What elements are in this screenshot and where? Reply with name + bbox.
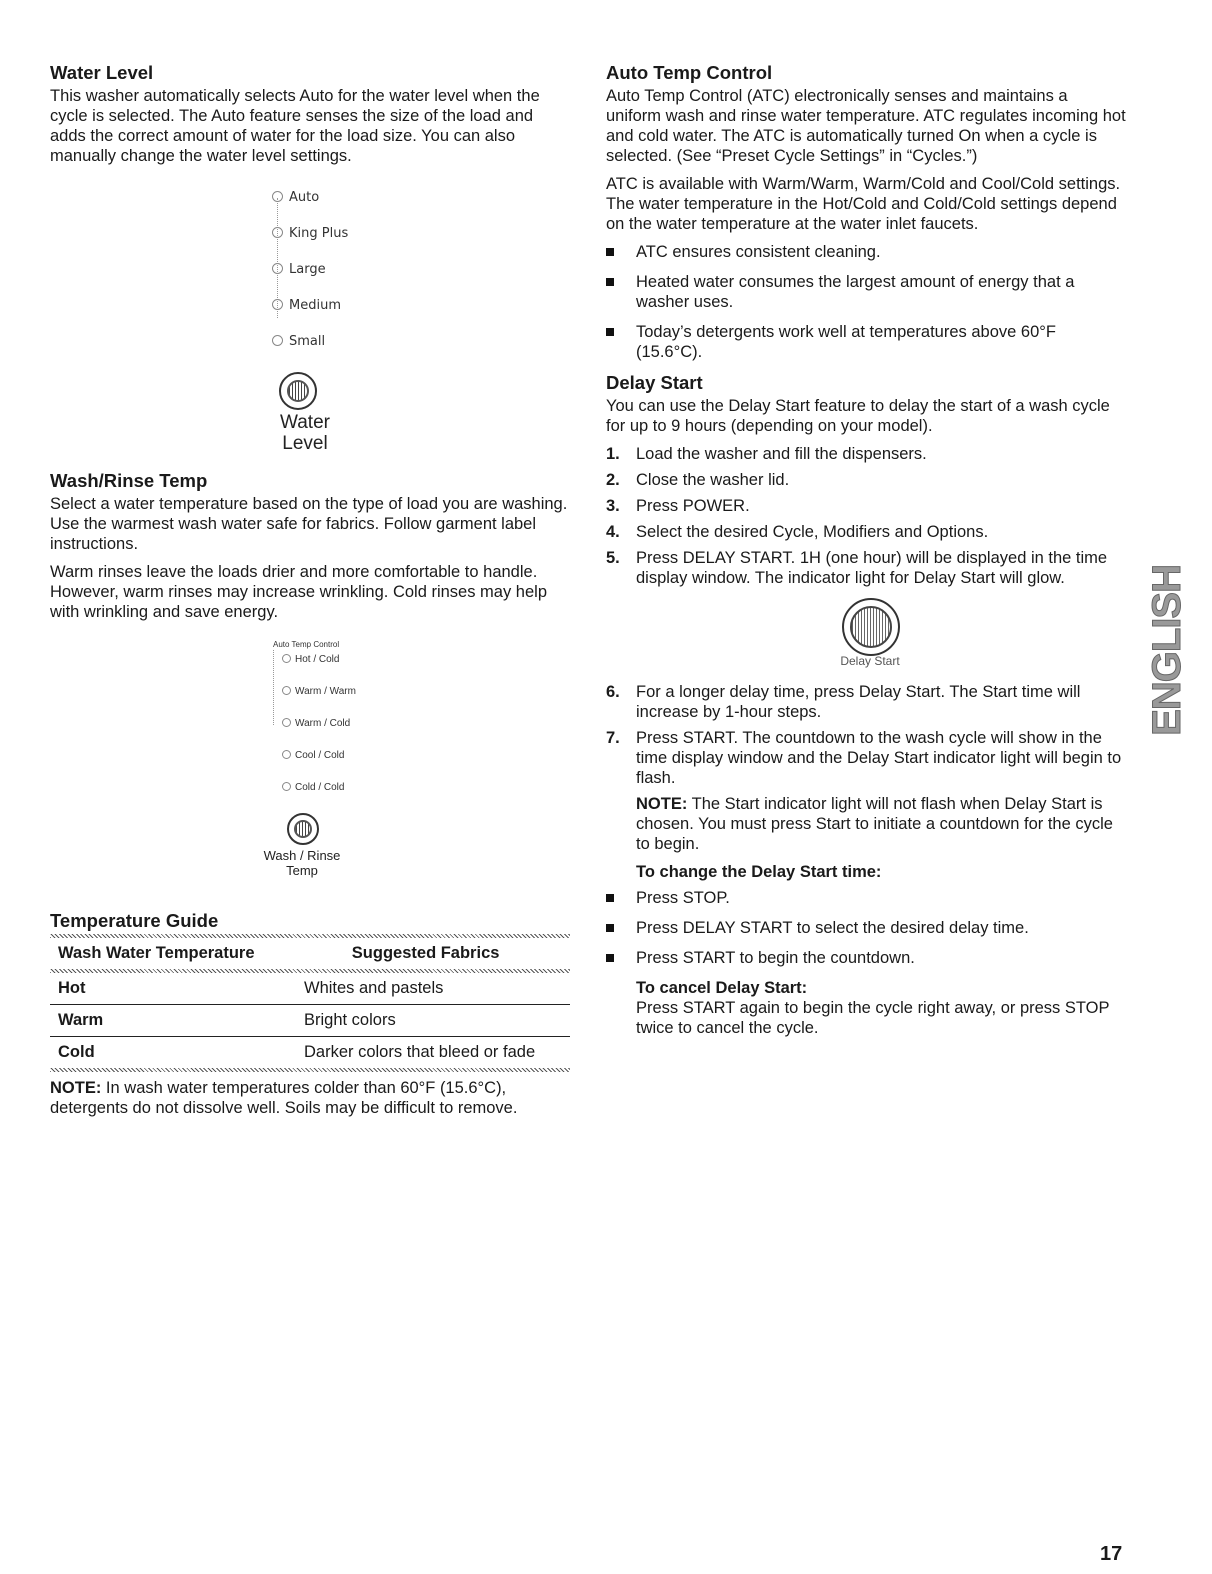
change-delay-bullets [606, 888, 1126, 968]
wash-rinse-heading: Wash/Rinse Temp [50, 470, 208, 491]
radio-icon [272, 191, 283, 202]
table-rule [50, 1068, 570, 1072]
list-item: Heated water consumes the largest amount of energy that a washer uses. [606, 272, 1126, 312]
table-row: Hot Whites and pastels [50, 973, 570, 1005]
temp-option: Warm / Cold [282, 718, 350, 729]
language-side-tab: ENGLISH [1145, 565, 1189, 736]
selector-line [273, 650, 274, 725]
water-level-body: This washer automatically selects Auto for the water level when the cycle is selected. The Auto feature senses the size of the load and adds the correct amount of water for the load size. You can also manually change the water level settings. [50, 87, 540, 165]
temp-knob-icon [287, 813, 319, 845]
page-number: 17 [1100, 1543, 1123, 1565]
radio-icon [282, 686, 291, 695]
auto-temp-heading: Auto Temp Control [606, 62, 773, 83]
step-item: 6. For a longer delay time, press Delay Start. The Start time will increase by 1-hour steps. [606, 683, 1081, 721]
list-item: Press START to begin the countdown. [606, 948, 1126, 968]
list-item: Press STOP. [606, 888, 1126, 908]
temp-selector [50, 630, 570, 910]
step-item: 1. Load the washer and fill the dispensers. [606, 445, 927, 463]
water-level-knob-icon [279, 372, 317, 410]
water-level-option: Large [272, 262, 326, 277]
delay-start-icon-label: Delay Start [840, 654, 900, 668]
wash-rinse-para1: Select a water temperature based on the type of load you are washing. Use the warmest wash water safe for fabrics. Follow garment label instructions. [50, 495, 568, 553]
left-column [50, 62, 570, 1126]
cancel-delay-heading: To cancel Delay Start: [636, 979, 808, 997]
change-delay-heading: To change the Delay Start time: [636, 863, 882, 881]
temp-selector-title: Auto Temp Control [273, 640, 340, 649]
table-row: Warm Bright colors [50, 1005, 570, 1037]
temp-option: Cold / Cold [282, 782, 344, 793]
temperature-guide-heading: Temperature Guide [50, 910, 219, 931]
water-level-selector [50, 174, 570, 470]
radio-icon [282, 750, 291, 759]
radio-icon [282, 654, 291, 663]
table-row: Cold Darker colors that bleed or fade [58, 1043, 536, 1061]
radio-icon [272, 335, 283, 346]
table-header-row [50, 938, 570, 969]
right-column [606, 62, 1126, 1046]
water-level-option: Small [272, 334, 325, 349]
delay-start-button-illustration [606, 594, 1126, 676]
list-item: Today’s detergents work well at temperatures above 60°F (15.6°C). [606, 322, 1126, 362]
step-item: 3. Press POWER. [606, 497, 750, 515]
step-item: 7. Press START. The countdown to the wash cycle will show in the time display window and the Delay Start indicator light will begin to flash. [606, 729, 1122, 787]
temp-option: Cool / Cold [282, 750, 344, 761]
radio-icon [272, 227, 283, 238]
water-level-option: King Plus [272, 226, 348, 241]
radio-icon [282, 718, 291, 727]
water-level-option: Medium [272, 298, 341, 313]
temp-option: Hot / Cold [282, 654, 339, 665]
delay-start-heading: Delay Start [606, 372, 703, 393]
delay-start-intro: You can use the Delay Start feature to delay the start of a wash cycle for up to 9 hours (depending on your model). [606, 397, 1110, 435]
column-header: Suggested Fabrics [351, 944, 500, 962]
delay-start-note: NOTE: The Start indicator light will not flash when Delay Start is chosen. You must press Start to initiate a countdown for the cycle to begin. [636, 795, 1113, 853]
list-item: Press DELAY START to select the desired delay time. [606, 918, 1126, 938]
step-item: 2. Close the washer lid. [606, 471, 790, 489]
temperature-guide-table [50, 938, 570, 969]
wash-rinse-para2: Warm rinses leave the loads drier and more comfortable to handle. However, warm rinses may increase wrinkling. Cold rinses may help with wrinkling and save energy. [50, 563, 548, 621]
temp-knob-label: Wash / Rinse Temp [263, 848, 341, 878]
temperature-note: NOTE: In wash water temperatures colder than 60°F (15.6°C), detergents do not dissolve well. Soils may be difficult to remove. [50, 1079, 518, 1117]
step-item: 5. Press DELAY START. 1H (one hour) will be displayed in the time display window. The indicator light for Delay Start will glow. [606, 549, 1108, 587]
list-item: ATC ensures consistent cleaning. [606, 242, 1126, 262]
step-item: 4. Select the desired Cycle, Modifiers and Options. [606, 523, 989, 541]
radio-icon [282, 782, 291, 791]
auto-temp-bullets [606, 242, 1126, 362]
cancel-delay-text: Press START again to begin the cycle right away, or press STOP twice to cancel the cycle. [636, 999, 1110, 1037]
delay-start-steps [606, 444, 1126, 588]
radio-icon [272, 299, 283, 310]
delay-start-button-icon [850, 606, 892, 648]
radio-icon [272, 263, 283, 274]
water-level-heading: Water Level [50, 62, 154, 83]
water-level-option: Auto [272, 190, 319, 205]
delay-start-steps-continued [606, 682, 1126, 788]
auto-temp-para1: Auto Temp Control (ATC) electronically senses and maintains a uniform wash and rinse water temperature. ATC regulates incoming hot and cold water. The ATC is automatically turned On when a cycle is selected. (See “Preset Cycle Settings” in “Cycles.”) [606, 87, 1126, 165]
column-header: Wash Water Temperature [58, 944, 255, 962]
temp-option: Warm / Warm [282, 686, 356, 697]
temperature-guide-body [50, 973, 570, 1068]
water-level-knob-label: Water Level [280, 412, 330, 454]
auto-temp-para2: ATC is available with Warm/Warm, Warm/Cold and Cool/Cold settings. The water temperature in the Hot/Cold and Cold/Cold settings depend on the water temperature at the water inlet faucets. [606, 175, 1121, 233]
